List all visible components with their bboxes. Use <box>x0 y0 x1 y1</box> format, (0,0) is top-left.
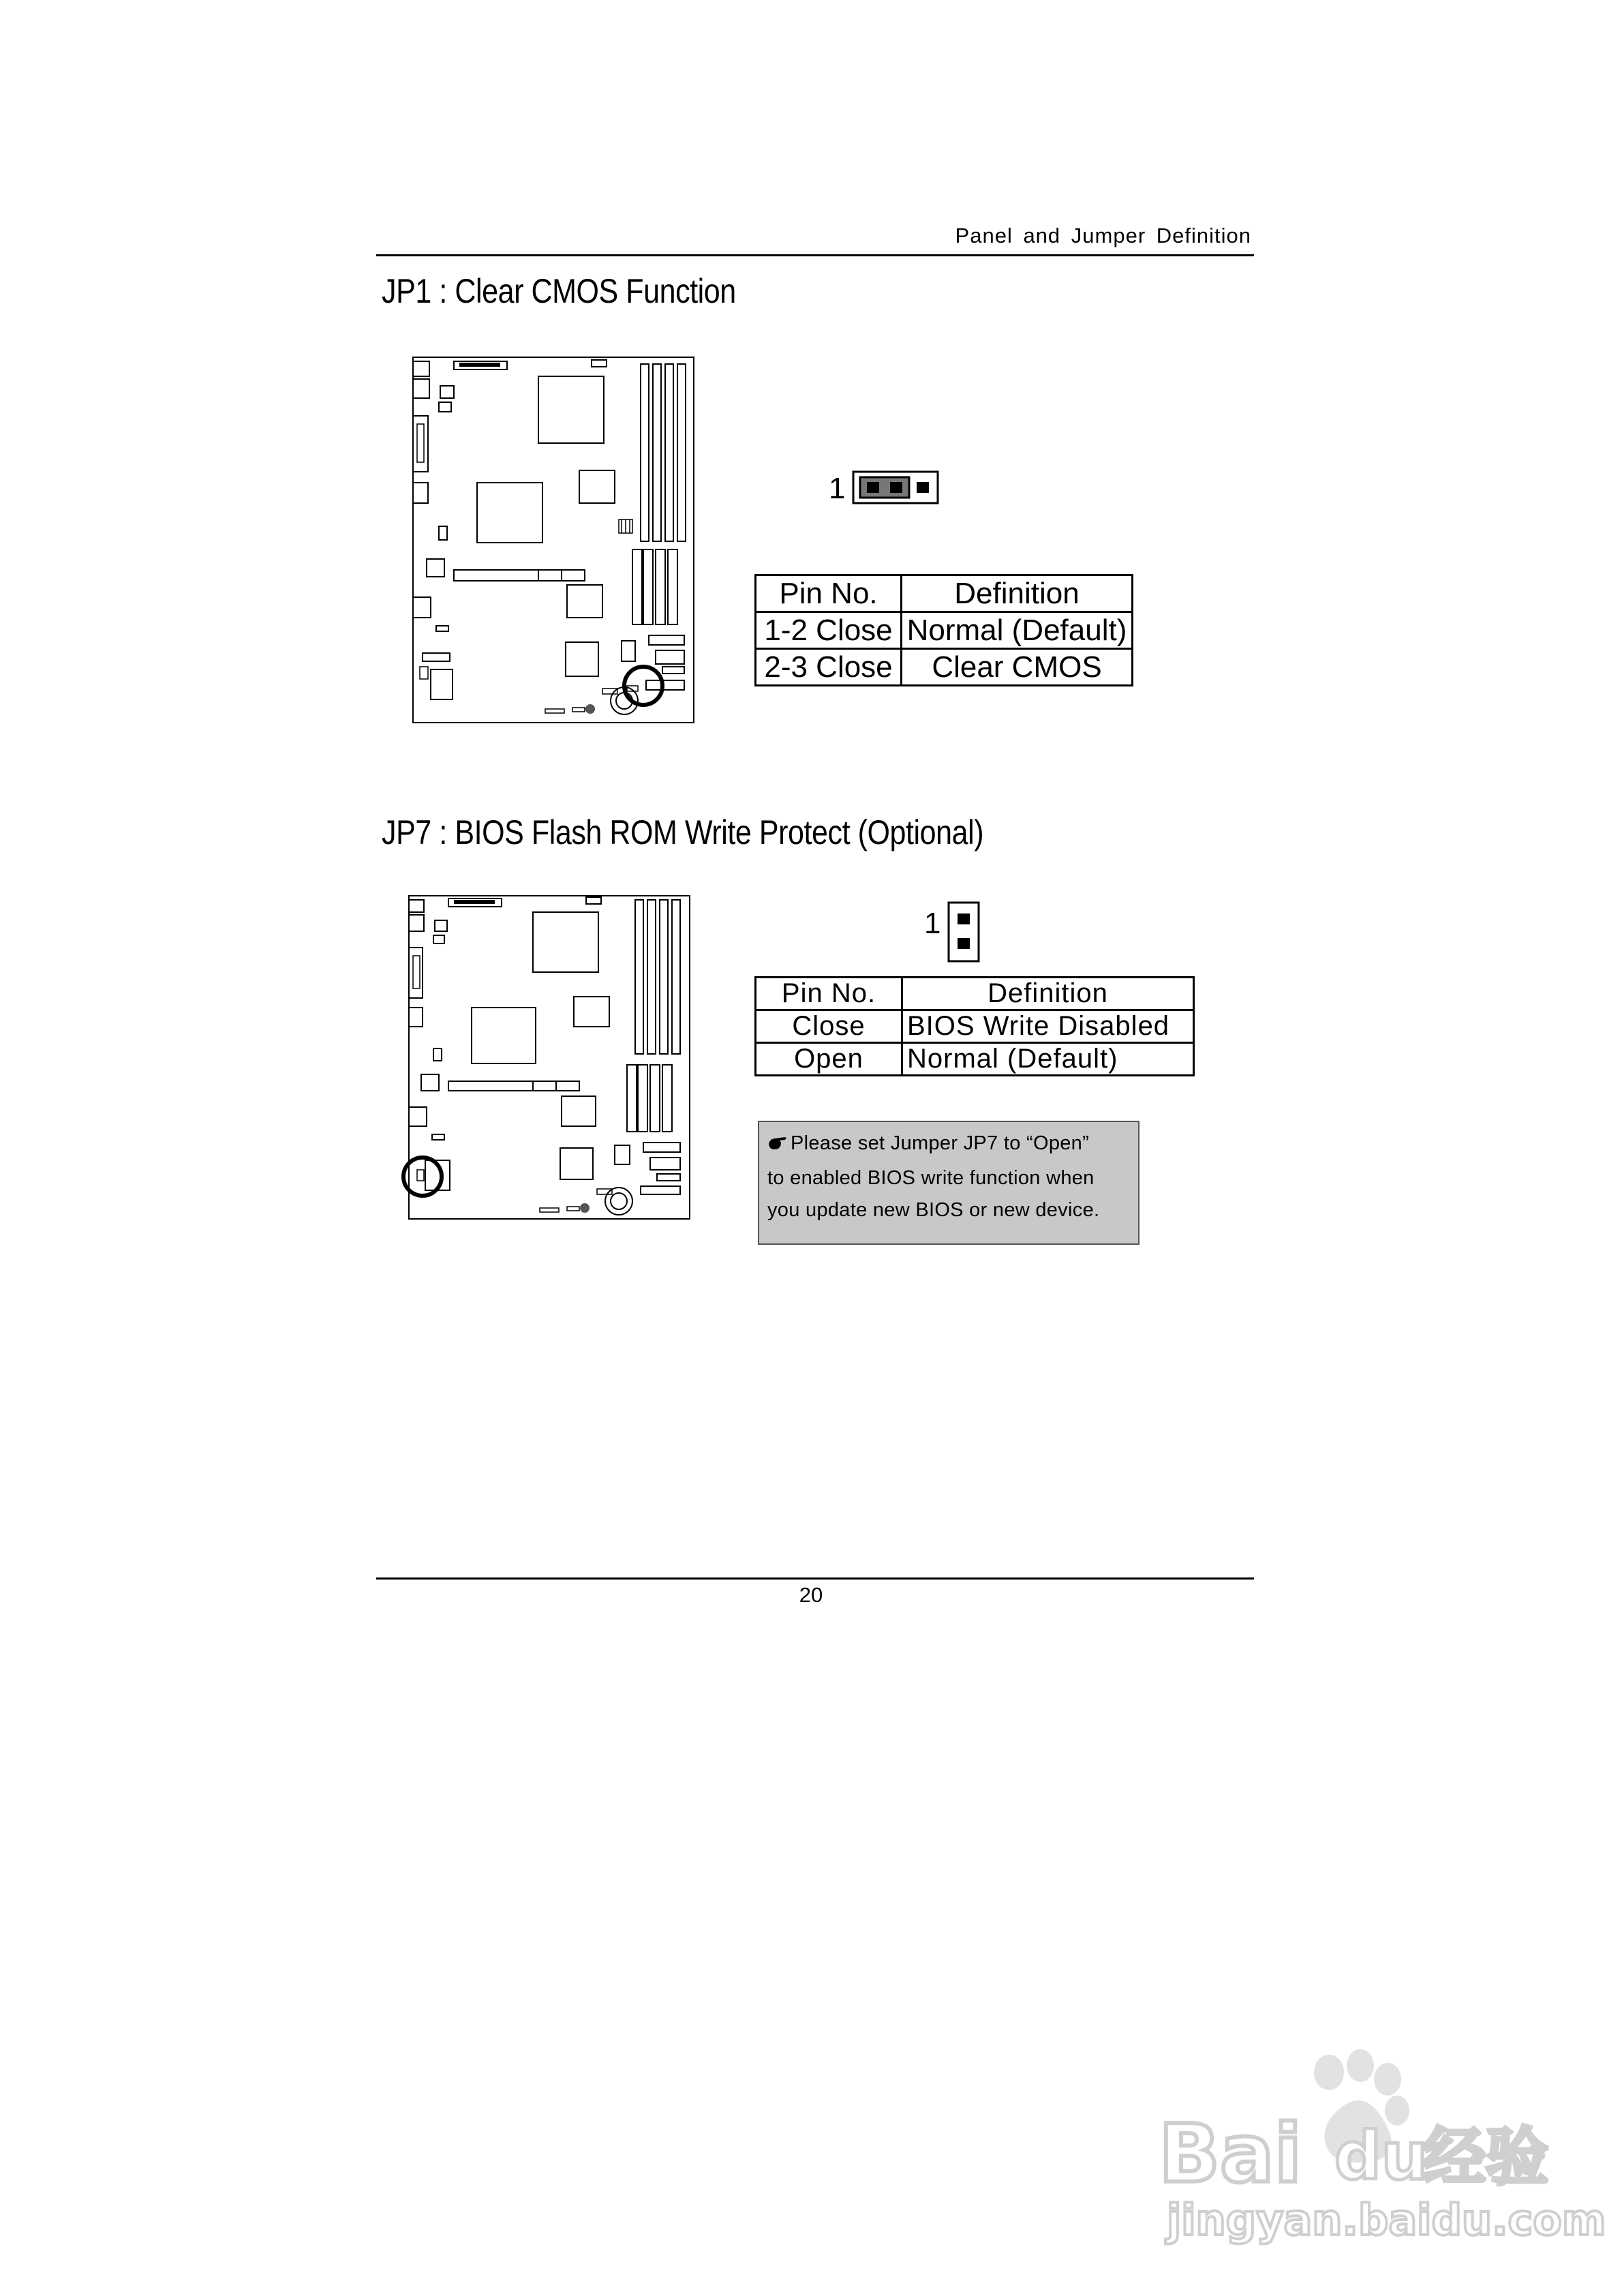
table-cell: 2-3 Close <box>756 649 902 686</box>
table-cell: BIOS Write Disabled <box>902 1010 1194 1043</box>
table-header-cell: Pin No. <box>756 978 902 1010</box>
table-cell: Clear CMOS <box>902 649 1133 686</box>
jp1-motherboard-diagram <box>412 356 698 724</box>
jp7-note-box <box>758 1121 1139 1245</box>
jp1-pin-one-label: 1 <box>829 472 846 505</box>
motherboard-layout-icon <box>408 894 694 1222</box>
svg-text:经验: 经验 <box>1423 2121 1549 2194</box>
note-line: to enabled BIOS write function when <box>767 1167 1095 1189</box>
svg-text:jingyan.baidu.com: jingyan.baidu.com <box>1167 2195 1606 2245</box>
motherboard-layout-icon <box>412 356 698 724</box>
table-header-cell: Definition <box>902 575 1133 612</box>
note-line: you update new BIOS or new device. <box>767 1199 1100 1221</box>
table-cell: Normal (Default) <box>902 612 1133 649</box>
jp7-pin-one-label: 1 <box>924 907 941 940</box>
table-row <box>756 1010 1194 1043</box>
table-row <box>756 1043 1194 1076</box>
jp1-jumper-icon <box>852 470 940 509</box>
note-line <box>767 1128 1131 1162</box>
table-cell: 1-2 Close <box>756 612 902 649</box>
jp7-section-title: JP7 : BIOS Flash ROM Write Protect (Optional) <box>382 813 984 851</box>
jp1-definition-table <box>754 574 1133 686</box>
table-cell: Normal (Default) <box>902 1043 1194 1076</box>
note-text: Please set Jumper JP7 to “Open” <box>791 1132 1090 1154</box>
table-cell: Open <box>756 1043 902 1076</box>
svg-text:Bai: Bai <box>1159 2106 1302 2201</box>
pointing-hand-icon <box>767 1130 788 1162</box>
header-rule <box>376 254 1254 256</box>
table-cell: Close <box>756 1010 902 1043</box>
page-number: 20 <box>799 1583 823 1607</box>
svg-text:du: du <box>1334 2118 1428 2194</box>
table-header-row <box>756 575 1133 612</box>
jp1-section-title: JP1 : Clear CMOS Function <box>382 272 736 310</box>
table-row <box>756 649 1133 686</box>
table-row <box>756 612 1133 649</box>
baidu-watermark-logo <box>1159 2045 1606 2253</box>
jp7-definition-table <box>754 976 1195 1076</box>
table-header-row <box>756 978 1194 1010</box>
page-header-title: Panel and Jumper Definition <box>955 224 1251 247</box>
jp7-jumper-icon <box>947 901 983 970</box>
footer-rule <box>376 1577 1254 1580</box>
table-header-cell: Pin No. <box>756 575 902 612</box>
table-header-cell: Definition <box>902 978 1194 1010</box>
jp7-motherboard-diagram <box>408 894 694 1222</box>
